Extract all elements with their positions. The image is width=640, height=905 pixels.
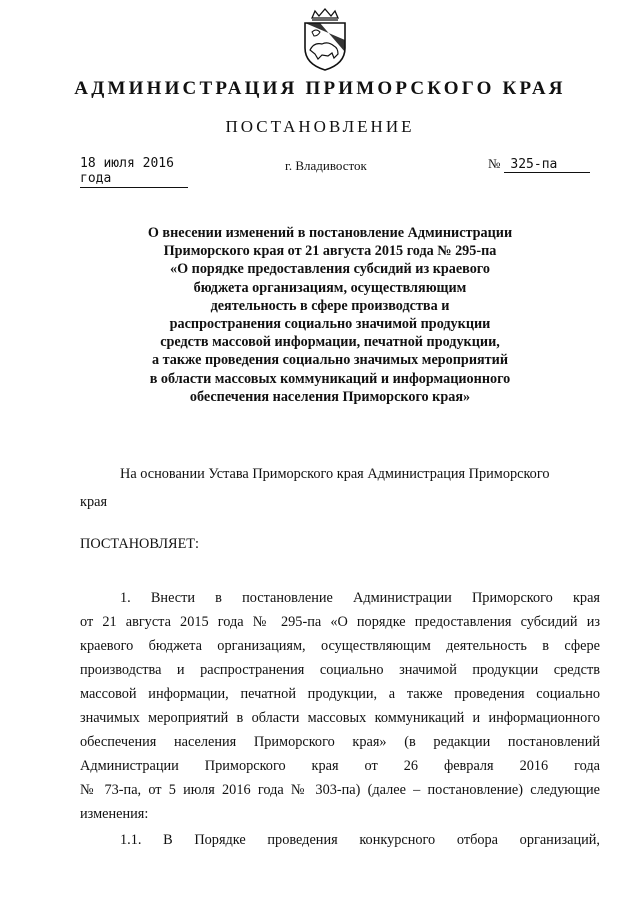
document-city: г. Владивосток bbox=[285, 158, 367, 173]
item-line: 1.1. В Порядке проведения конкурсного отбора организаций, bbox=[120, 832, 600, 848]
subject-line: в области массовых коммуникаций и информационного bbox=[149, 370, 511, 387]
basis-line: края bbox=[80, 494, 108, 510]
organization-title: АДМИНИСТРАЦИЯ ПРИМОРСКОГО КРАЯ bbox=[74, 78, 566, 99]
item-line: изменения: bbox=[80, 806, 149, 822]
number-value: 325-па bbox=[504, 157, 590, 173]
item-line: обеспечения населения Приморского края» (в редакции постановлений bbox=[80, 734, 600, 750]
item-line: массовой информации, печатной продукции, а также проведения социально bbox=[80, 686, 600, 702]
primorsky-coat-of-arms-icon bbox=[300, 8, 350, 72]
subject-line: а также проведения социально значимых мероприятий bbox=[152, 352, 508, 369]
subject-line: бюджета организациям, осуществляющим bbox=[193, 279, 467, 296]
subject-line: деятельность в сфере производства и bbox=[210, 297, 450, 314]
subject-line: средств массовой информации, печатной продукции, bbox=[160, 334, 500, 351]
subject-line: «О порядке предоставления субсидий из краевого bbox=[169, 261, 490, 278]
document-subject bbox=[120, 224, 540, 406]
basis-paragraph bbox=[80, 466, 600, 516]
document-date: 18 июля 2016 года bbox=[80, 156, 188, 188]
subject-line: обеспечения населения Приморского края» bbox=[189, 388, 471, 405]
subject-line: Приморского края от 21 августа 2015 года № 295-па bbox=[163, 243, 497, 260]
item-line: Администрации Приморского края от 26 февраля 2016 года bbox=[80, 758, 600, 774]
item-line: производства и распространения социально значимой продукции средств bbox=[80, 662, 600, 678]
item-line: от 21 августа 2015 года № 295-па «О порядке предоставления субсидий из bbox=[80, 614, 600, 630]
document-number bbox=[488, 156, 590, 173]
resolves-text: ПОСТАНОВЛЯЕТ: bbox=[80, 536, 200, 552]
basis-line: На основании Устава Приморского края Администрация Приморского bbox=[120, 466, 550, 482]
item-line: № 73-па, от 5 июля 2016 года № 303-па) (далее – постановление) следующие bbox=[80, 782, 600, 798]
number-prefix: № bbox=[488, 156, 501, 171]
document-type: ПОСТАНОВЛЕНИЕ bbox=[225, 117, 415, 136]
item-1-paragraph bbox=[80, 590, 600, 840]
subject-line: О внесении изменений в постановление Администрации bbox=[147, 225, 513, 241]
item-line: краевого бюджета организациям, осуществляющим деятельность в сфере bbox=[80, 638, 600, 654]
item-line: 1. Внести в постановление Администрации Приморского края bbox=[120, 590, 600, 606]
subject-line: распространения социально значимой продукции bbox=[169, 316, 491, 333]
item-line: значимых мероприятий в области массовых коммуникаций и информационного bbox=[80, 710, 600, 726]
